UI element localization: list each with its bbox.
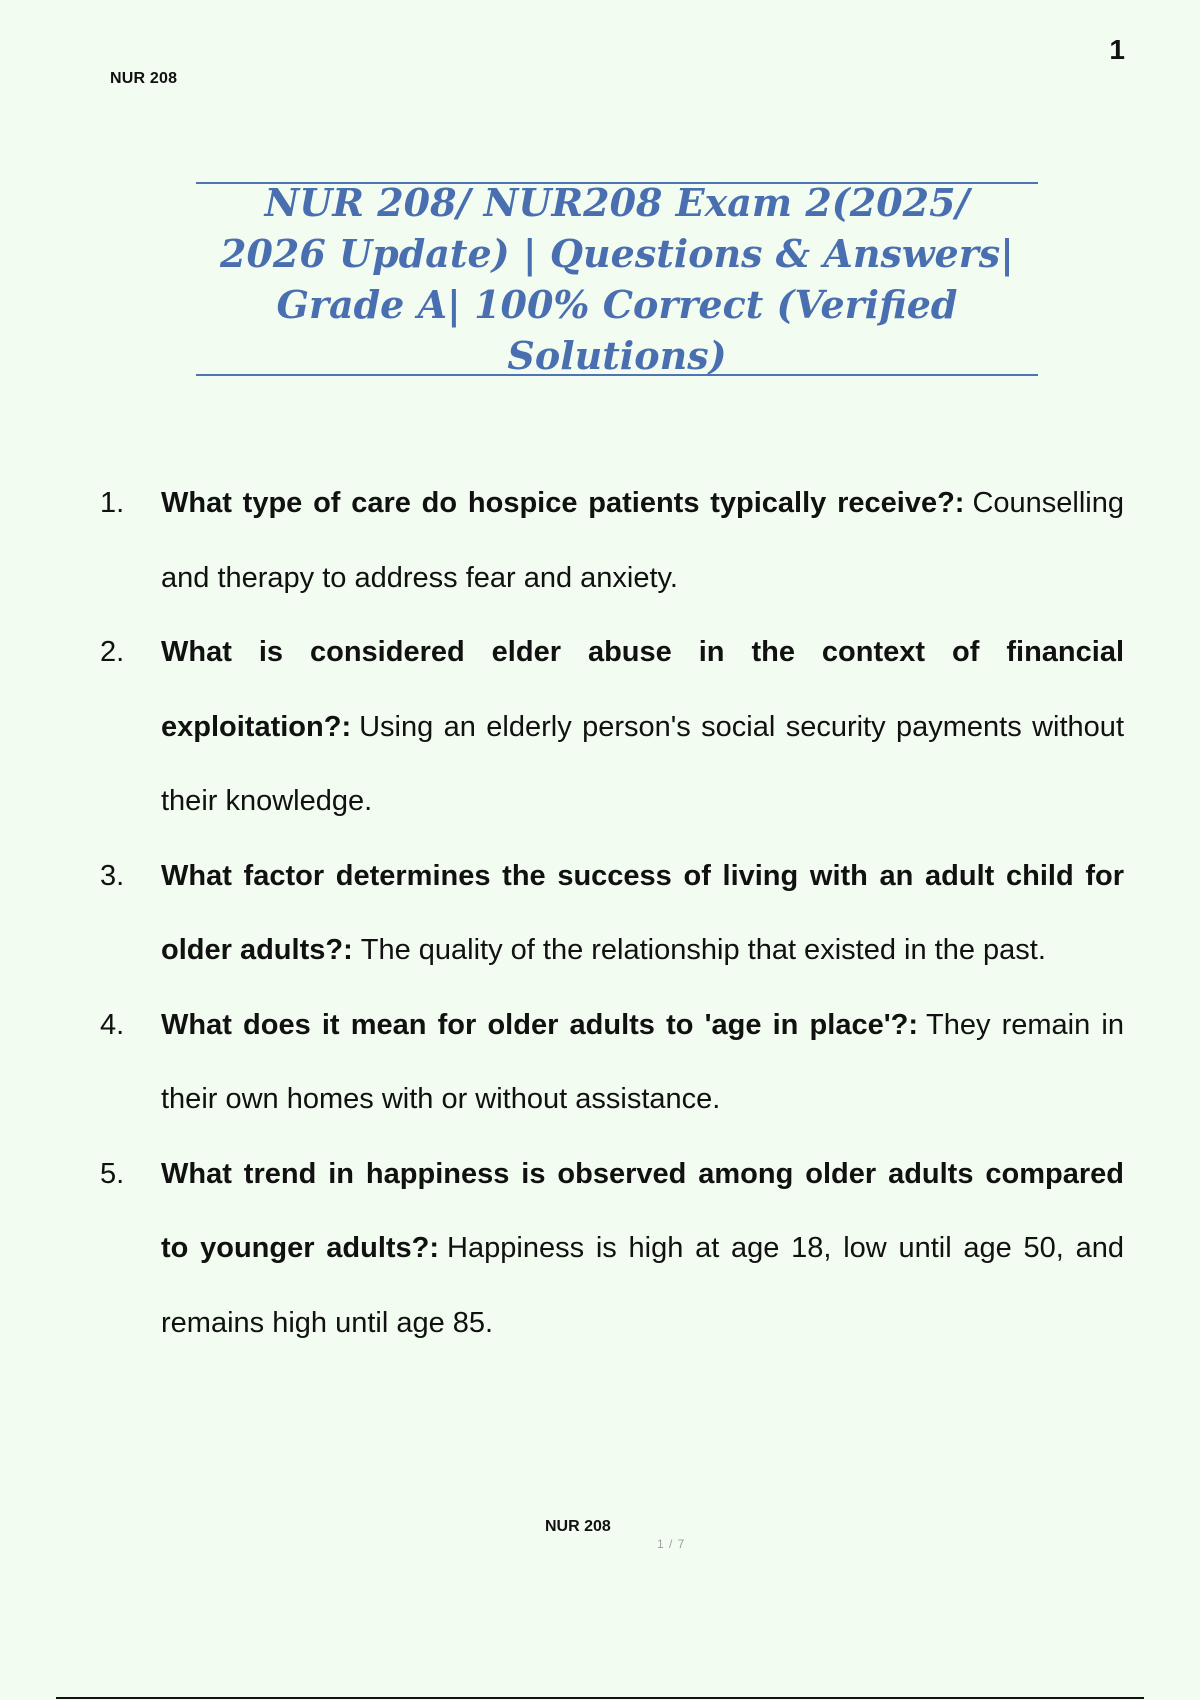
question-number: 4. — [100, 1008, 125, 1041]
question-item-5 — [100, 1137, 1124, 1361]
question-text: What type of care do hospice patients typically receive?: — [161, 487, 965, 519]
answer-text: They remain in their own homes with or without assistance. — [161, 1008, 1124, 1115]
question-item-2 — [100, 615, 1124, 839]
footer-page-indicator: 1 / 7 — [657, 1537, 686, 1551]
page-number: 1 — [1109, 34, 1125, 65]
question-text: What factor determines the success of living with an adult child for older adults?: — [161, 859, 1124, 966]
question-text: What trend in happiness is observed among older adults compared to younger adults?: — [161, 1157, 1124, 1264]
answer-text: The quality of the relationship that existed in the past. — [360, 934, 1046, 966]
question-number: 5. — [100, 1157, 125, 1190]
question-text: What is considered elder abuse in the context of financial exploitation?: — [161, 636, 1124, 743]
question-number: 3. — [100, 859, 125, 892]
question-text: What does it mean for older adults to 'age in place'?: — [161, 1008, 918, 1041]
document-title: NUR 208/ NUR208 Exam 2(2025/ 2026 Update) | Questions & Answers| Grade A| 100% Correct (Verified Solutions) — [220, 180, 1014, 378]
question-number: 2. — [100, 636, 125, 668]
question-item-1 — [100, 466, 1124, 615]
question-list — [100, 466, 1124, 1360]
question-item-4 — [100, 988, 1124, 1137]
header-course-label: NUR 208 — [110, 70, 178, 87]
title-block — [196, 182, 1038, 376]
answer-text: Using an elderly person's social security payments without their knowledge. — [161, 710, 1124, 817]
answer-text: Happiness is high at age 18, low until age 50, and remains high until age 85. — [161, 1232, 1124, 1339]
question-item-3 — [100, 839, 1124, 988]
bottom-divider — [56, 1697, 1144, 1699]
question-number: 1. — [100, 487, 125, 519]
footer-course-label: NUR 208 — [545, 1518, 611, 1535]
answer-text: Counselling and therapy to address fear and anxiety. — [161, 487, 1124, 594]
